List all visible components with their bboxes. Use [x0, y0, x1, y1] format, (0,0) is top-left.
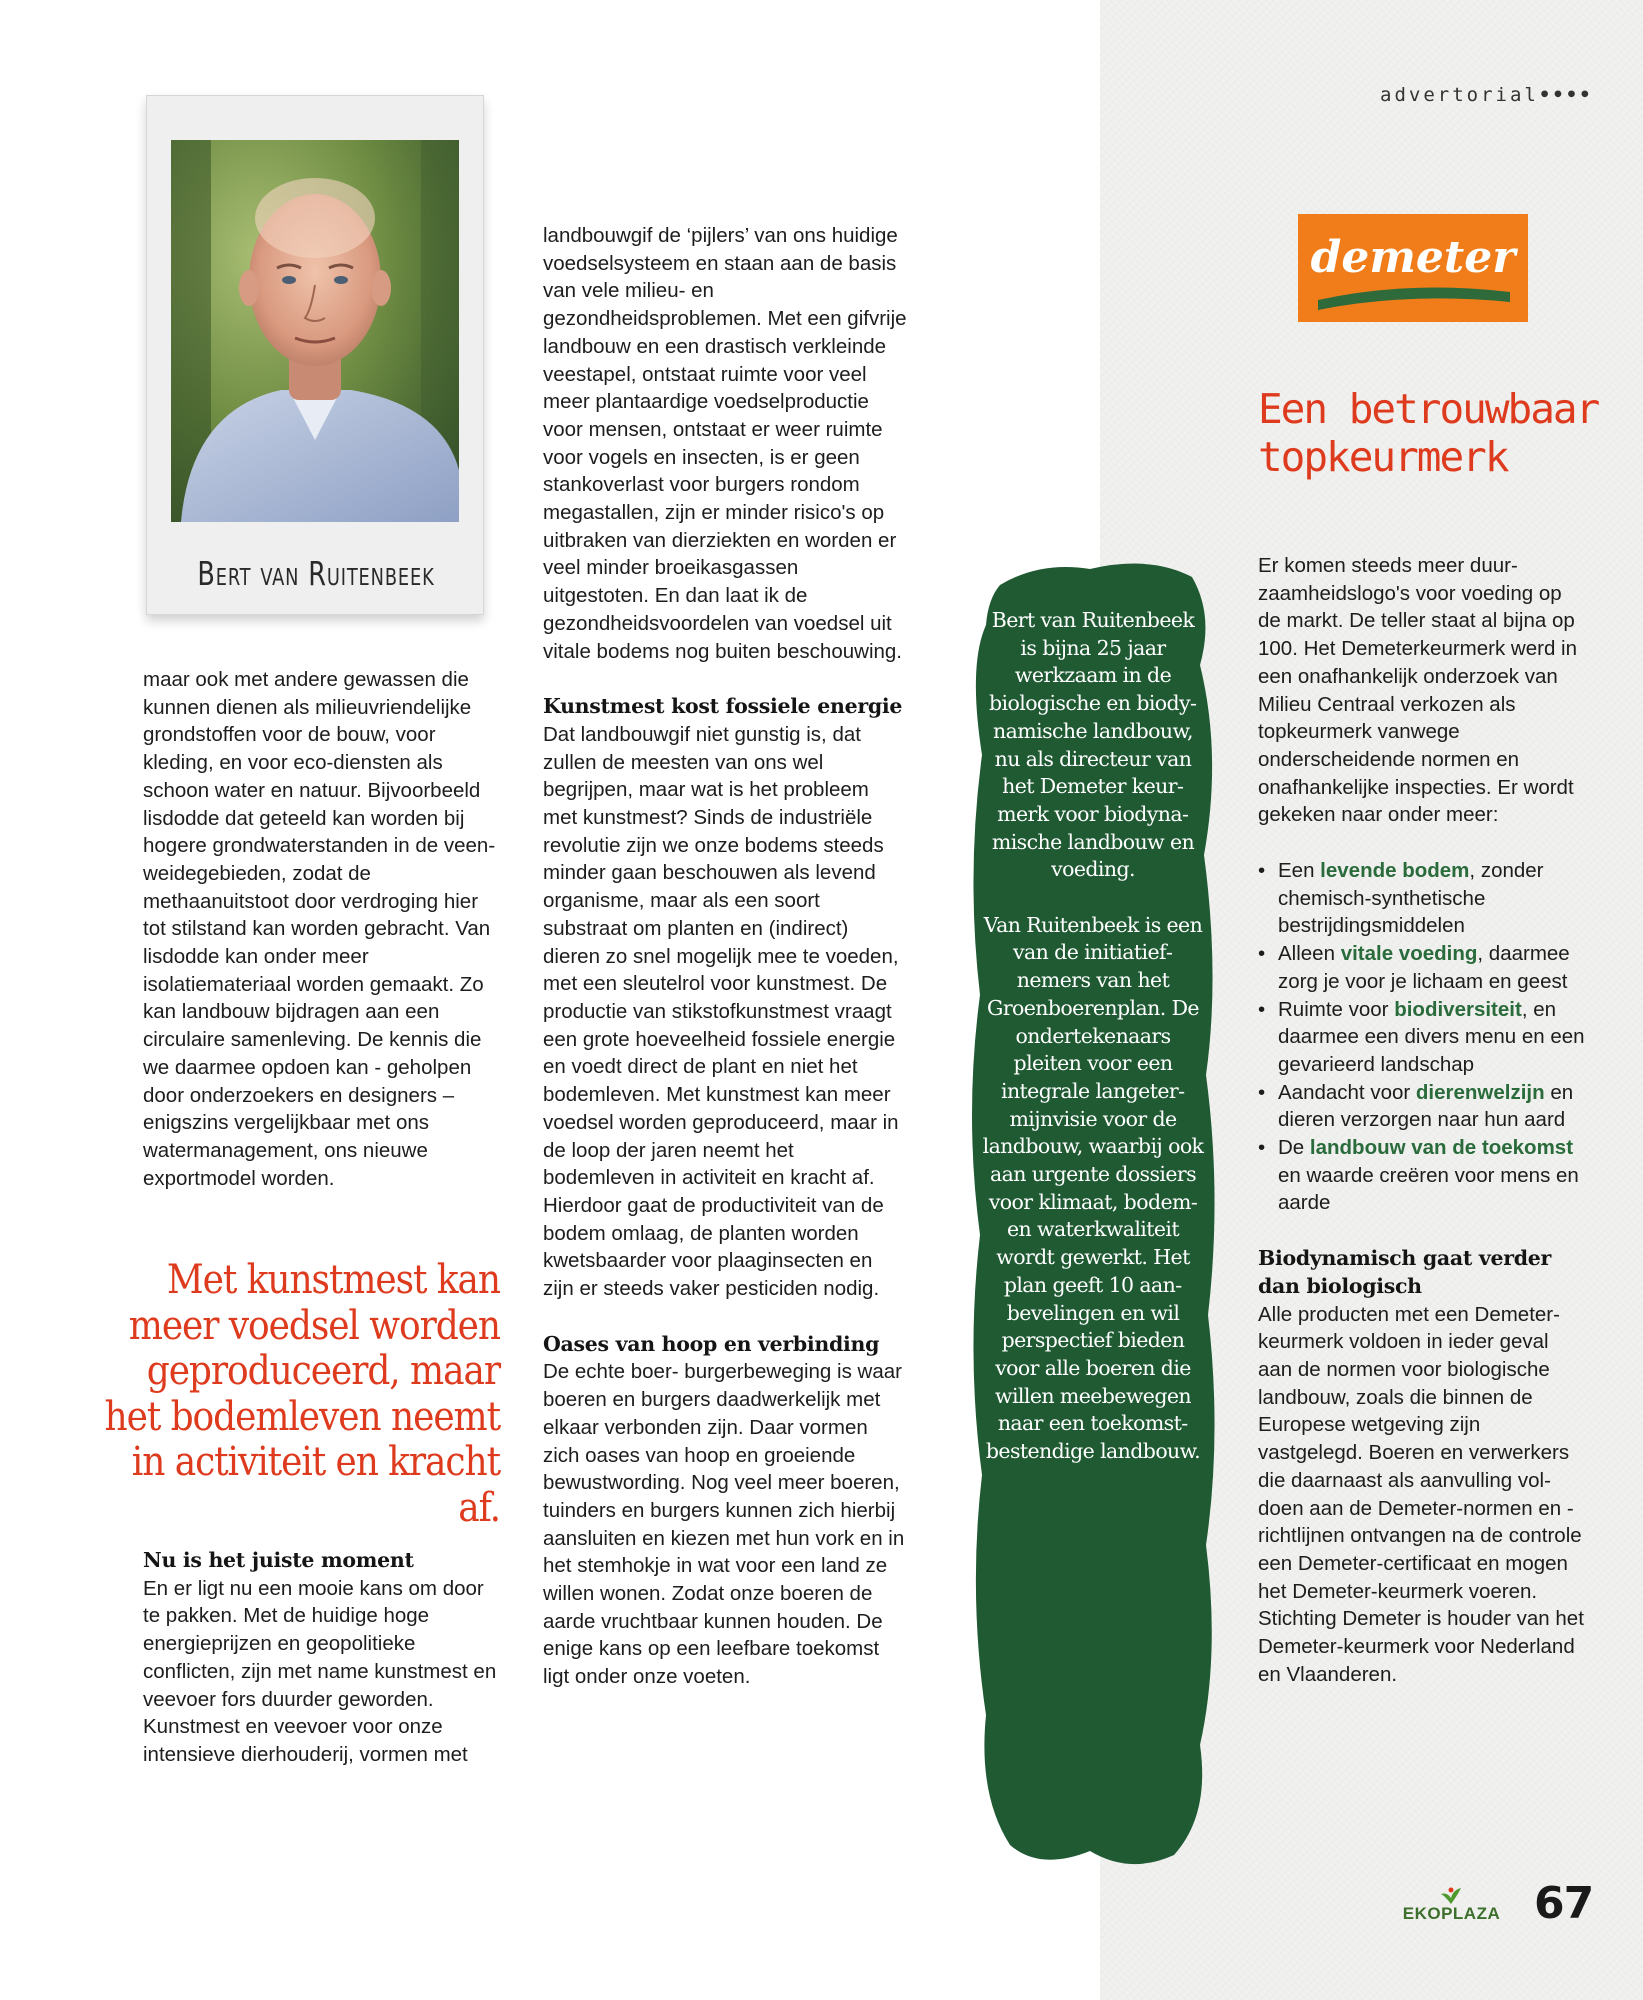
column-1 [143, 666, 503, 1192]
column-1-paragraph: maar ook met andere gewassen die kunnen dienen als milieuvriendelijke grondstoffen voor de bouw, voor kleding, en voor eco-diensten als schoon water en natuur. Bijvoorbeeld lisdodde dat geteeld kan worden bij hogere grondwaterstanden in de veen- weidegebieden, zodat de methaanuitstoot door verdroging hier tot stilstand kan worden gebracht. Van lisdodde kan onder meer isolatiemateriaal worden gemaakt. Zo kan landbouw bijdragen aan een circulaire samenleving. De kennis die we daarmee opdoen kan - geholpen door onderzoekers en designers – enigszins vergelijkbaar met ons watermanagement, ons nieuwe exportmodel worden. [143, 668, 496, 1190]
bio-box-text [982, 607, 1204, 1466]
right-paragraph-2: Alle producten met een Demeter-keurmerk voldoen in ieder geval aan de normen voor biologische landbouw, zoals die binnen de Europese wetgeving zijn vastgelegd. Boeren en verwerkers die daarnaast als aanvulling voldoen aan de Demeter-normen en -richtlijnen ontvangen na de controle een Demeter-certificaat en mogen het Demeter-keurmerk voeren. Stichting Demeter is houder van het Demeter-keurmerk voor Nederland en Vlaanderen. [1258, 1302, 1584, 1686]
ekoplaza-logo [1399, 1886, 1504, 1926]
section-label-dots: •••• [1538, 84, 1593, 106]
column-1-bottom [143, 1547, 503, 1769]
right-column [1258, 552, 1588, 1688]
section-label-text: advertorial [1380, 84, 1539, 106]
column-2-paragraph-1: landbouwgif de ‘pijlers’ van ons huidige voedselsysteem en staan aan de basis van vele milieu- en gezondheidsproblemen. Met een gifvrije landbouw en een drastisch verkleinde veestapel, ontstaat ruimte voor veel meer plantaardige voedselproductie voor mensen, ontstaat er weer ruimte voor vogels en insecten, is er geen stankoverlast voor burgers rondom megastallen, zijn er minder risico's op uitbraken van dierziekten en worden er veel minder broeikasgassen uitgestoten. En dan laat ik de gezondheidsvoordelen van voedsel uit vitale bodems nog buiten beschouwing. [543, 224, 907, 663]
right-heading: Een betrouwbaar topkeurmerk [1258, 385, 1599, 481]
pull-quote: Met kunstmest kan meer voedsel worden geproduceerd, maar het bodemleven neemt in activiteit en kracht af. [104, 1257, 500, 1531]
portrait-photo-card [146, 95, 484, 615]
right-intro: Er komen steeds meer duurzaamheidslogo's voor voeding op de markt. De teller staat al bijna op 100. Het Demeterkeurmerk werd in een onafhankelijk onderzoek van Milieu Centraal verkozen als topkeurmerk vanwege onderscheidende normen en onafhankelijke inspecties. Er wordt gekeken naar onder meer: [1258, 554, 1578, 827]
column-1-paragraph-2: En er ligt nu een mooie kans om door te pakken. Met de huidige hoge energieprijzen en geopolitieke conflicten, zijn met name kunstmest en veevoer fors duurder geworden. Kunstmest en veevoer voor onze intensieve dierhouderij, vormen met [143, 1576, 497, 1766]
column-2-heading-3: Oases van hoop en verbinding [543, 1331, 880, 1356]
column-2 [543, 222, 908, 1691]
criteria-item: • De landbouw van de toekomst en waarde creëren voor mens en aarde [1258, 1134, 1588, 1217]
portrait-photo [171, 140, 459, 522]
column-1-heading: Nu is het juiste moment [143, 1548, 414, 1572]
ekoplaza-wordmark: EKOPLAZA [1402, 1904, 1501, 1923]
leaf-icon [1439, 1886, 1463, 1904]
bio-box-paragraph-1: Bert van Ruitenbeek is bijna 25 jaar werkzaam in de biologische en biodynamische landbouw, nu als directeur van het Demeter keurmerk voor biodynamische landbouw en voeding. [989, 608, 1197, 882]
bio-box-paragraph-2: Van Ruitenbeek is een van de initiatiefnemers van het Groenboerenplan. De ondertekenaars pleiten voor een integrale langetermijnvisie voor de landbouw, waarbij ook aan urgente dossiers voor klimaat, bodem- en waterkwaliteit wordt gewerkt. Het plan geeft 10 aanbevelingen en wil perspectief bieden voor alle boeren die willen meebewegen naar een toekomstbestendige landbouw. [982, 912, 1204, 1464]
criteria-list [1258, 857, 1588, 1217]
right-heading-2: Biodynamisch gaat verder dan biologisch [1258, 1246, 1552, 1298]
page-number: 67 [1534, 1878, 1594, 1929]
demeter-logo-text: demeter [1310, 232, 1516, 283]
criteria-item: • Alleen vitale voeding, daarmee zorg je voor je lichaam en geest [1258, 940, 1588, 995]
criteria-item: • Aandacht voor dierenwelzijn en dieren verzorgen naar hun aard [1258, 1079, 1588, 1134]
column-2-heading-2: Kunstmest kost fossiele energie [543, 694, 903, 719]
photo-caption: Bert van Ruitenbeek [197, 554, 435, 593]
demeter-logo [1298, 214, 1528, 322]
column-2-paragraph-2: Dat landbouwgif niet gunstig is, dat zullen de meesten van ons wel begrijpen, maar wat is het probleem met kunstmest? Sinds de industriële revolutie zijn we onze bodems steeds minder gaan beschouwen als levend organisme, maar als een soort substraat om planten en (indirect) dieren zo snel mogelijk mee te voeden, met een sleutelrol voor kunstmest. De productie van stikstofkunstmest vraagt een grote hoeveelheid fossiele energie en voedt direct de plant en niet het bodemleven. Met kunstmest kan meer voedsel worden geproduceerd, maar in de loop der jaren neemt het bodemleven in activiteit en kracht af. Hierdoor gaat de productiviteit van de bodem omlaag, de planten worden kwetsbaarder voor plaaginsecten en zijn er steeds vaker pesticiden nodig. [543, 722, 899, 1301]
criteria-item: • Ruimte voor biodiversiteit, en daarmee een divers menu en een gevarieerd landschap [1258, 996, 1588, 1079]
section-label [1380, 84, 1640, 106]
criteria-item: • Een levende bodem, zonder chemisch-synthetische bestrijdingsmiddelen [1258, 857, 1588, 940]
column-2-paragraph-3: De echte boer- burgerbeweging is waar boeren en burgers daadwerkelijk met elkaar verbonden zijn. Daar vormen zich oases van hoop en groeiende bewustwording. Nog veel meer boeren, tuinders en burgers kunnen zich hierbij aansluiten en kiezen met hun vork en in het stemhokje in wat voor een land ze willen wonen. Zodat onze boeren de aarde vruchtbaar kunnen houden. De enige kans op een leefbare toekomst ligt onder onze voeten. [543, 1360, 905, 1689]
bio-box [960, 555, 1226, 1875]
